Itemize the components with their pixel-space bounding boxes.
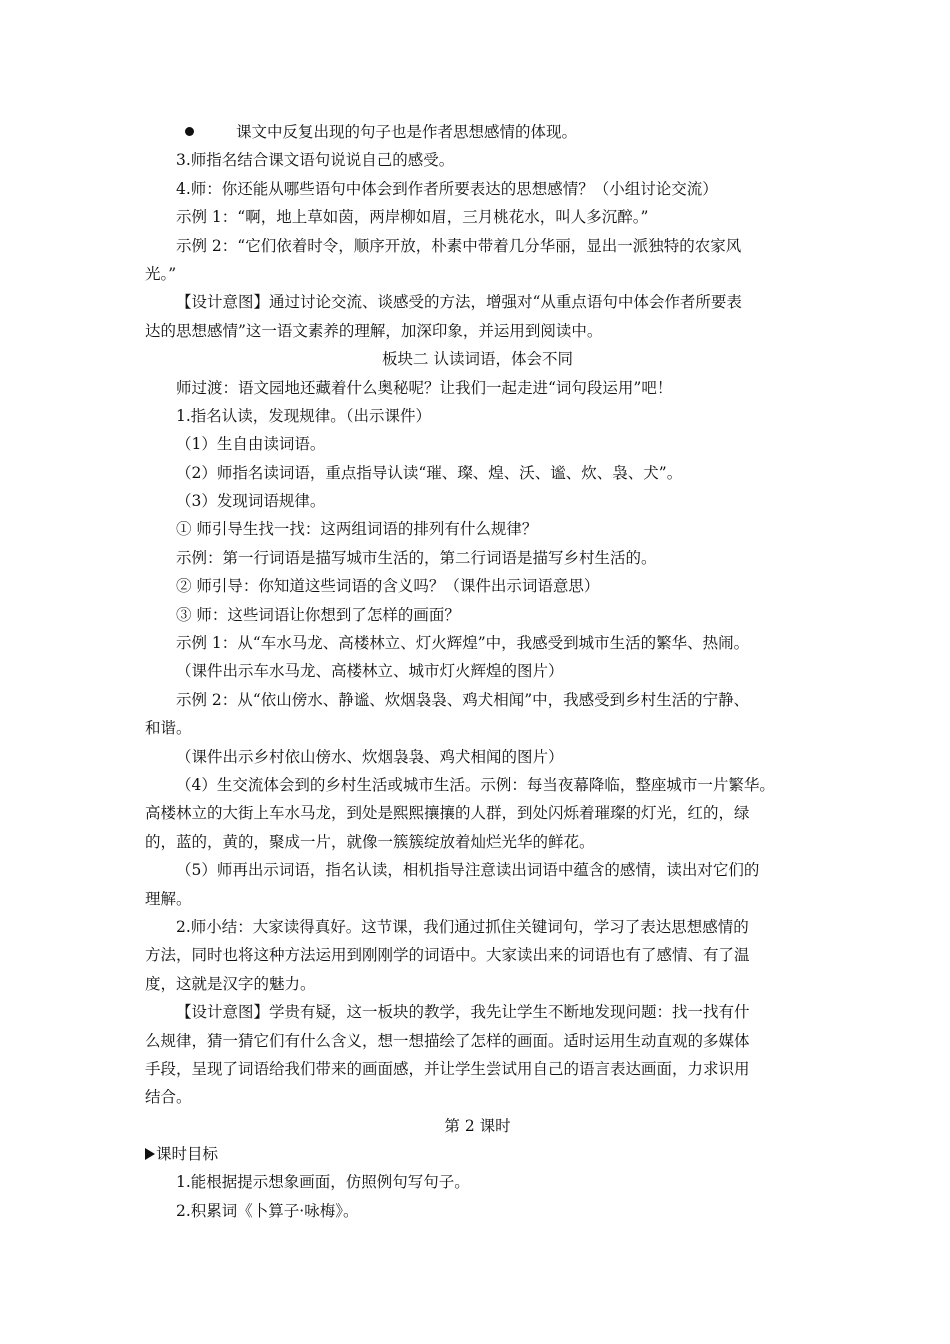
paragraph-line: （课件出示车水马龙、高楼林立、城市灯火辉煌的图片）	[176, 662, 564, 681]
design-intent-line: 【设计意图】通过讨论交流、谈感受的方法，增强对“从重点语句中体会作者所要表	[176, 293, 742, 312]
bullet-icon	[185, 127, 194, 136]
paragraph-line: （4）生交流体会到的乡村生活或城市生活。示例：每当夜幕降临，整座城市一片繁华。	[176, 775, 775, 794]
paragraph-line: 高楼林立的大街上车水马龙，到处是熙熙攘攘的人群，到处闪烁着璀璨的灯光，红的，绿	[145, 804, 750, 823]
objective-item: 2.积累词《卜算子·咏梅》。	[176, 1201, 359, 1220]
paragraph-line: 示例 2：从“依山傍水、静谧、炊烟袅袅、鸡犬相闻”中，我感受到乡村生活的宁静、	[176, 690, 750, 709]
paragraph-line: 4.师：你还能从哪些语句中体会到作者所要表达的思想感情？（小组讨论交流）	[176, 179, 718, 198]
section-heading: 板块二 认读词语，体会不同	[382, 350, 573, 369]
bullet-paragraph	[145, 118, 810, 146]
paragraph-line: 的，蓝的，黄的，聚成一片，就像一簇簇绽放着灿烂光华的鲜花。	[145, 832, 595, 851]
paragraph-line: （1）生自由读词语。	[176, 435, 326, 454]
paragraph-line: （课件出示乡村依山傍水、炊烟袅袅、鸡犬相闻的图片）	[176, 747, 564, 766]
paragraph-line: （5）师再出示词语，指名认读，相机指导注意读出词语中蕴含的感情，读出对它们的	[176, 861, 760, 880]
paragraph-line: 光。”	[145, 264, 177, 283]
objective-item: 1.能根据提示想象画面，仿照例句写句子。	[176, 1173, 470, 1192]
paragraph-line: ② 师引导：你知道这些词语的含义吗？（课件出示词语意思）	[176, 577, 600, 596]
lesson-heading: 第 2 课时	[444, 1116, 511, 1135]
paragraph-line: （2）师指名读词语，重点指导认读“璀、璨、煌、沃、谧、炊、袅、犬”。	[176, 463, 683, 482]
objectives-heading-text: 课时目标	[156, 1145, 219, 1164]
paragraph-line: ① 师引导生找一找：这两组词语的排列有什么规律？	[176, 520, 538, 539]
paragraph-line: ③ 师：这些词语让你想到了怎样的画面？	[176, 605, 460, 624]
paragraph-line: 3.师指名结合课文语句说说自己的感受。	[176, 151, 455, 170]
design-intent-line: 【设计意图】学贵有疑，这一板块的教学，我先让学生不断地发现问题：找一找有什	[176, 1003, 750, 1022]
design-intent-line: 达的思想感情”这一语文素养的理解，加深印象，并运用到阅读中。	[145, 321, 603, 340]
paragraph-line: 度，这就是汉字的魅力。	[145, 974, 316, 993]
paragraph-line: 示例：第一行词语是描写城市生活的，第二行词语是描写乡村生活的。	[176, 548, 657, 567]
paragraph-line: （3）发现词语规律。	[176, 492, 326, 511]
design-intent-line: 结合。	[145, 1088, 192, 1107]
paragraph-line: 师过渡：语文园地还藏着什么奥秘呢？让我们一起走进“词句段运用”吧！	[176, 378, 673, 397]
paragraph-line: 示例 1：“啊，地上草如茵，两岸柳如眉，三月桃花水，叫人多沉醉。”	[176, 208, 649, 227]
paragraph-line: 2.师小结：大家读得真好。这节课，我们通过抓住关键词句，学习了表达思想感情的	[176, 917, 749, 936]
lesson-plan-text	[145, 118, 810, 1225]
paragraph-line: 示例 2：“它们依着时令，顺序开放，朴素中带着几分华丽，显出一派独特的农家风	[176, 236, 742, 255]
design-intent-line: 么规律，猜一猜它们有什么含义，想一想描绘了怎样的画面。适时运用生动直观的多媒体	[145, 1031, 750, 1050]
paragraph-line: 和谐。	[145, 719, 192, 738]
paragraph-line: 示例 1：从“车水马龙、高楼林立、灯火辉煌”中，我感受到城市生活的繁华、热闹。	[176, 634, 750, 653]
paragraph-text: 课文中反复出现的句子也是作者思想感情的体现。	[236, 123, 578, 141]
paragraph-line: 理解。	[145, 889, 192, 908]
objectives-heading	[145, 1140, 810, 1168]
paragraph-line: 1.指名认读，发现规律。（出示课件）	[176, 406, 432, 425]
triangle-bullet-icon	[145, 1148, 155, 1160]
design-intent-line: 手段，呈现了词语给我们带来的画面感，并让学生尝试用自己的语言表达画面，力求识用	[145, 1059, 750, 1078]
paragraph-line: 方法，同时也将这种方法运用到刚刚学的词语中。大家读出来的词语也有了感情、有了温	[145, 946, 750, 965]
